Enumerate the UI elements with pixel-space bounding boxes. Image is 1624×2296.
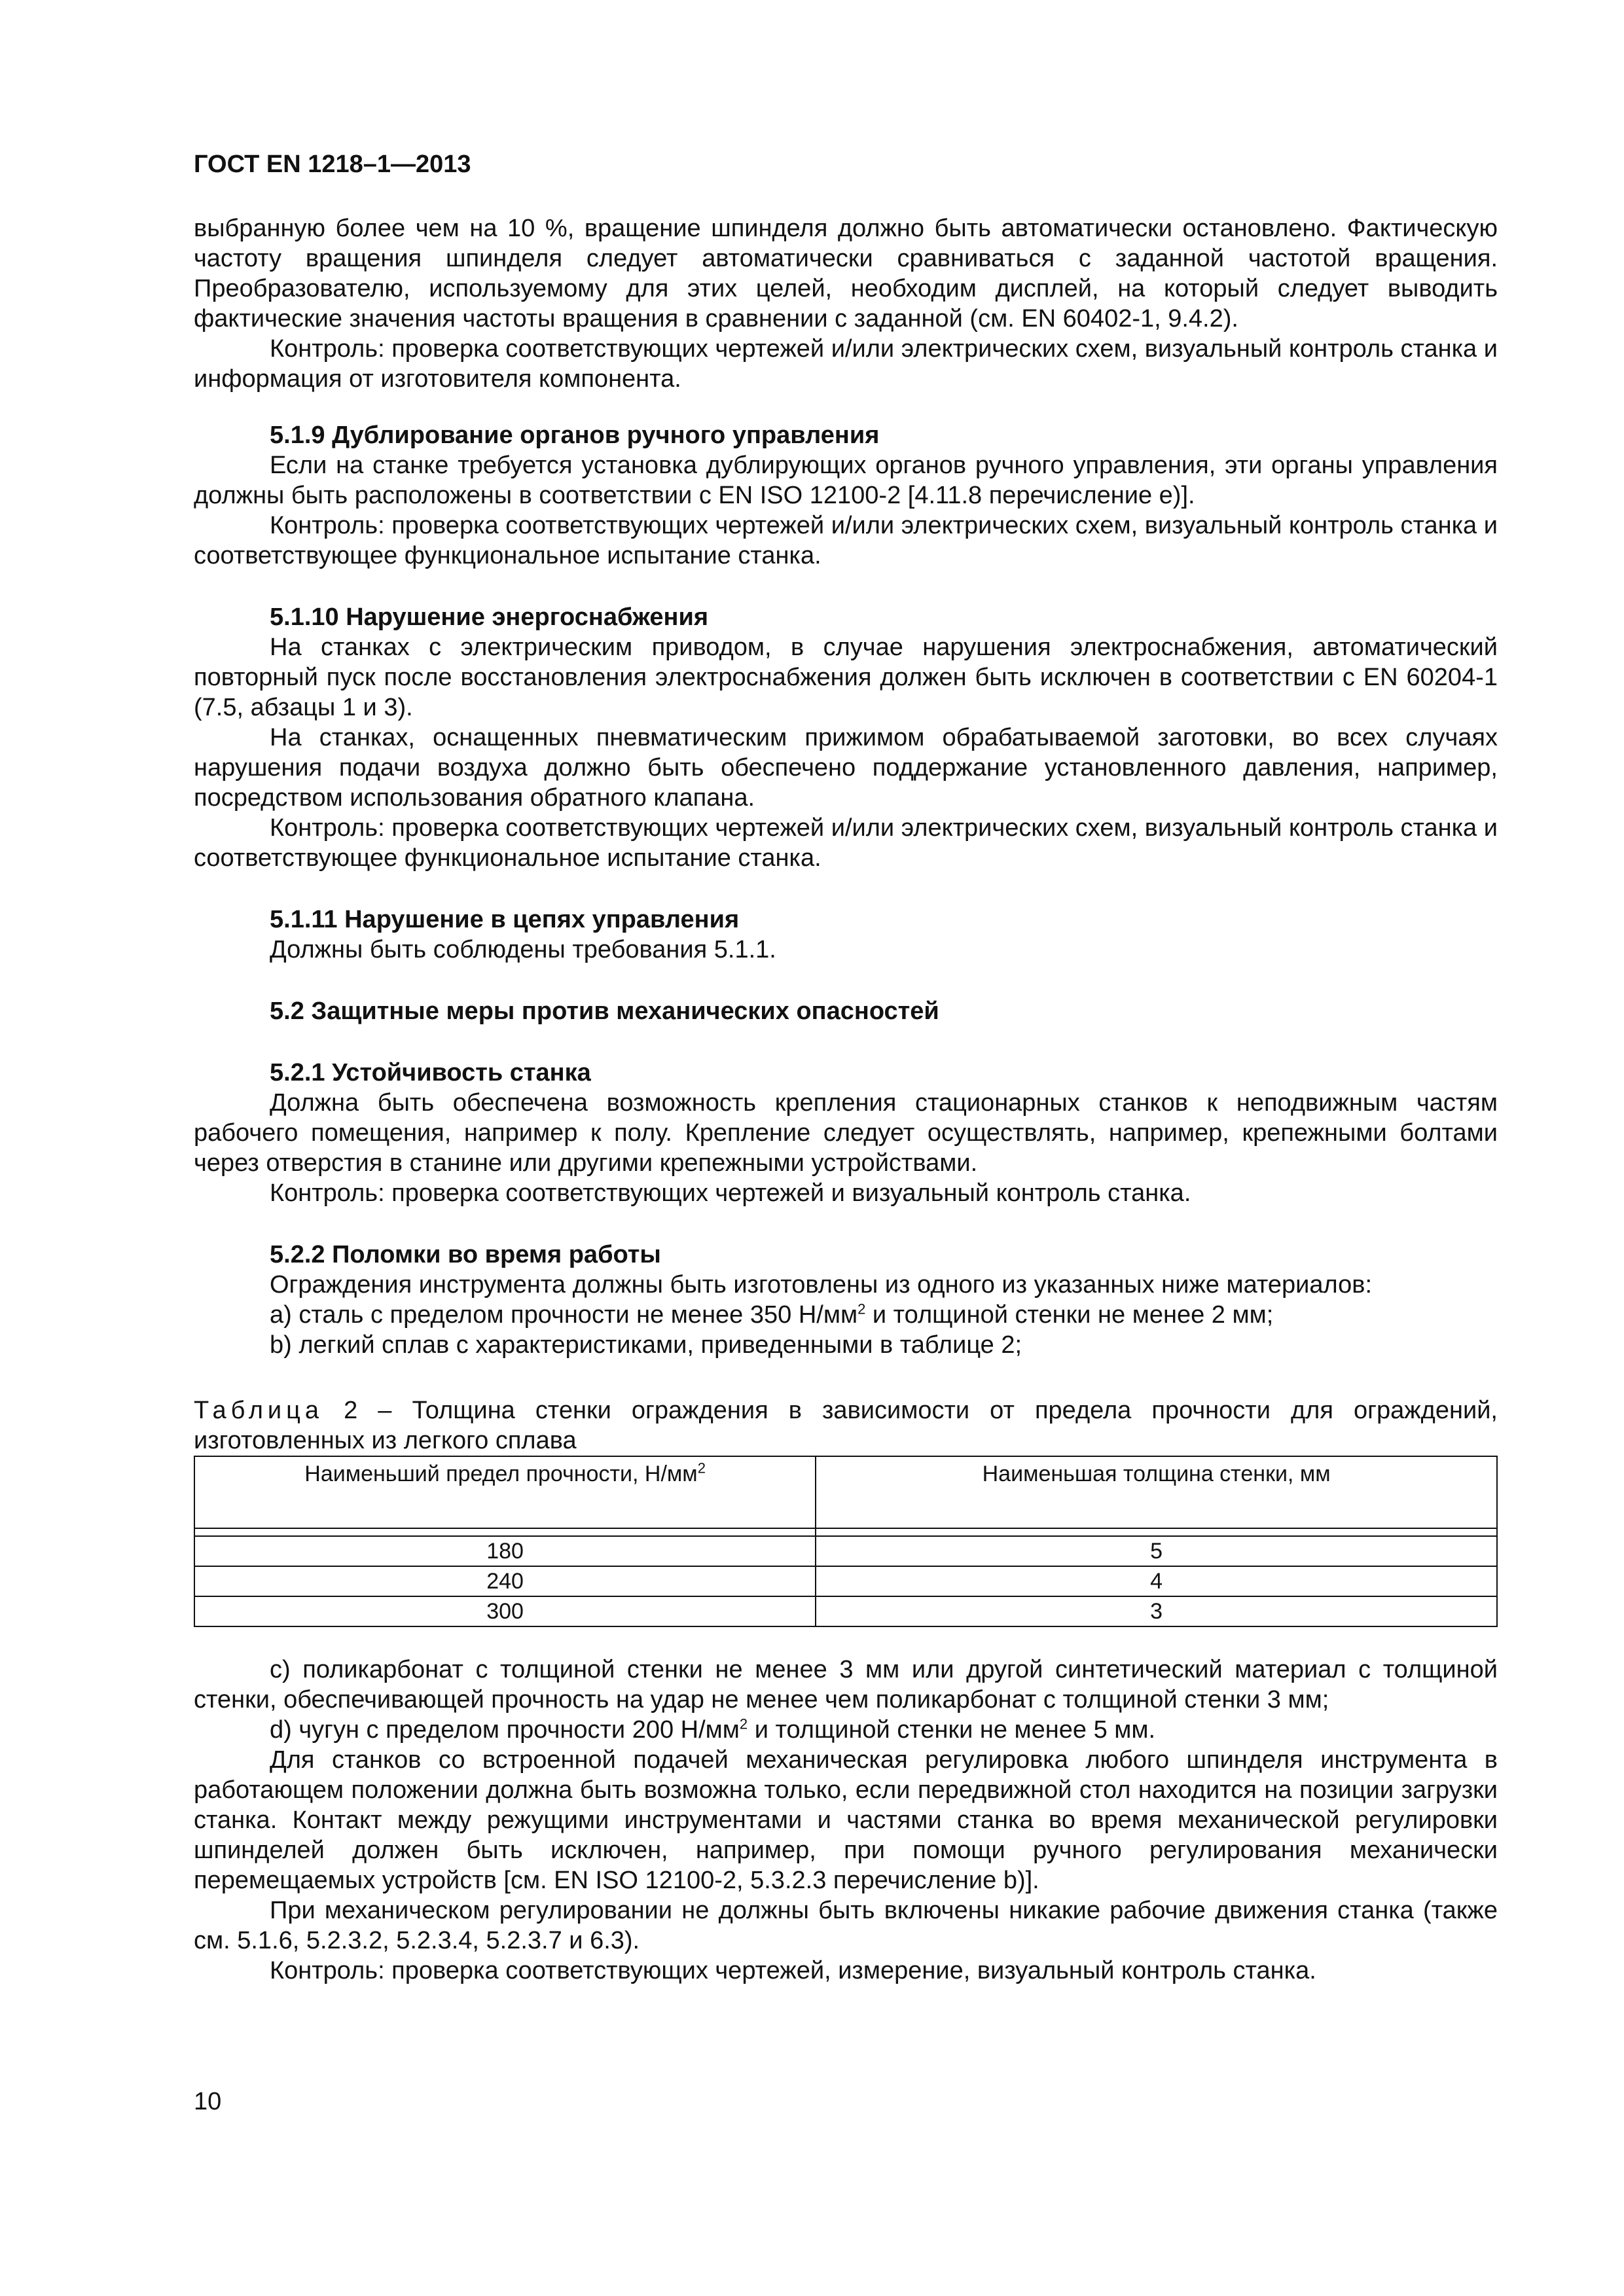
table-header-row <box>194 1456 1497 1528</box>
table-row <box>194 1596 1497 1626</box>
adjustment-paragraph: Для станков со встроенной подачей механическая регулировка любого шпинделя инструмента в работающем положении должна быть возможна только, если передвижной стол находится на позиции загрузки станка. Контакт между режущими инструментами и частями станка во время механической регулировки шпинделей должен быть исключен, например, при помощи ручного регулирования механически перемещаемых устройств [см. EN ISO 12100-2, 5.3.2.3 перечисление b)]. <box>194 1746 1498 1894</box>
list-item-a <box>194 1300 1498 1330</box>
section-5-2-2-paragraph: Ограждения инструмента должны быть изготовлены из одного из указанных ниже материалов: <box>270 1271 1373 1299</box>
list-item-a-text-end: и толщиной стенки не менее 2 мм; <box>865 1301 1274 1329</box>
section-5-1-9-heading: 5.1.9 Дублирование органов ручного управления <box>270 422 880 449</box>
intro-paragraph: выбранную более чем на 10 %, вращение шпинделя должно быть автоматически остановлено. Фактическую частоту вращения шпинделя следует автоматически сравниваться с заданной частотой вращения. Преобразователю, используемому для этих целей, необходим дисплей, на который следует выводить фактические значения частоты вращения в сравнении с заданной (см. EN 60402-1, 9.4.2). <box>194 215 1498 332</box>
list-item-c: с) поликарбонат с толщиной стенки не менее 3 мм или другой синтетический материал с толщиной стенки, обеспечивающей прочность на удар не менее чем поликарбонат с толщиной стенки 3 мм; <box>194 1656 1498 1713</box>
section-5-1-10-control: Контроль: проверка соответствующих чертежей и/или электрических схем, визуальный контроль станка и соответствующее функциональное испытание станка. <box>194 814 1498 872</box>
table-caption-label: Таблица <box>194 1397 323 1424</box>
list-item-a-text: а) сталь с пределом прочности не менее 350 Н/мм <box>270 1301 858 1329</box>
superscript: 2 <box>697 1460 706 1477</box>
section-5-1-11-paragraph: Должны быть соблюдены требования 5.1.1. <box>270 936 776 963</box>
list-item-d-text-end: и толщиной стенки не менее 5 мм. <box>748 1716 1156 1744</box>
section-5-2-heading: 5.2 Защитные меры против механических опасностей <box>270 997 939 1025</box>
document-header: ГОСТ EN 1218–1—2013 <box>194 151 471 178</box>
list-item-d-text: d) чугун с пределом прочности 200 Н/мм <box>270 1716 740 1744</box>
section-5-2-1-heading: 5.2.1 Устойчивость станка <box>270 1059 591 1086</box>
table-header-thickness: Наименьшая толщина стенки, мм <box>816 1456 1497 1528</box>
list-item-b: b) легкий сплав с характеристиками, приведенными в таблице 2; <box>270 1331 1022 1359</box>
page-content <box>194 149 1498 1986</box>
section-5-2-1-paragraph: Должна быть обеспечена возможность крепления стационарных станков к неподвижным частям рабочего помещения, например к полу. Крепление следует осуществлять, например, крепежными болтами через отверстия в станине или другими крепежными устройствами. <box>194 1089 1498 1177</box>
table-caption <box>194 1395 1498 1456</box>
thickness-table <box>194 1456 1498 1627</box>
section-5-1-10-paragraph: На станках, оснащенных пневматическим прижимом обрабатываемой заготовки, во всех случаях нарушения подачи воздуха должно быть обеспечено поддержание установленного давления, например, посредством использования обратного клапана. <box>194 724 1498 812</box>
table-row <box>194 1536 1497 1566</box>
table-caption-text: 2 – Толщина стенки ограждения в зависимости от предела прочности для ограждений, изготовленных из легкого сплава <box>194 1397 1498 1454</box>
superscript: 2 <box>857 1300 866 1318</box>
section-5-1-11-heading: 5.1.11 Нарушение в цепях управления <box>270 906 740 933</box>
intro-control-paragraph: Контроль: проверка соответствующих чертежей и/или электрических схем, визуальный контроль станка и информация от изготовителя компонента. <box>194 335 1498 393</box>
section-5-2-2-heading: 5.2.2 Поломки во время работы <box>270 1241 661 1268</box>
table-cell-strength: 240 <box>194 1566 816 1596</box>
list-item-d <box>194 1715 1498 1745</box>
table-cell-thickness: 5 <box>816 1536 1497 1566</box>
table-cell-strength: 300 <box>194 1596 816 1626</box>
table-spacer-row <box>194 1528 1497 1536</box>
table-cell-strength: 180 <box>194 1536 816 1566</box>
page-number: 10 <box>194 2088 222 2115</box>
table-cell-thickness: 3 <box>816 1596 1497 1626</box>
table-row <box>194 1566 1497 1596</box>
final-control-paragraph: Контроль: проверка соответствующих чертежей, измерение, визуальный контроль станка. <box>270 1957 1316 1984</box>
table-header-strength-text: Наименьший предел прочности, Н/мм <box>304 1462 698 1486</box>
section-5-1-10-paragraph: На станках с электрическим приводом, в случае нарушения электроснабжения, автоматический повторный пуск после восстановления электроснабжения должен быть исключен в соответствии с EN 60204-1 (7.5, абзацы 1 и 3). <box>194 634 1498 721</box>
section-5-2-1-control: Контроль: проверка соответствующих чертежей и визуальный контроль станка. <box>270 1179 1191 1207</box>
section-5-1-10-heading: 5.1.10 Нарушение энергоснабжения <box>270 603 709 631</box>
table-header-strength <box>194 1456 816 1528</box>
section-5-1-9-paragraph: Если на станке требуется установка дублирующих органов ручного управления, эти органы управления должны быть расположены в соответствии с EN ISO 12100-2 [4.11.8 перечисление е)]. <box>194 452 1498 509</box>
superscript: 2 <box>739 1715 748 1732</box>
table-cell-thickness: 4 <box>816 1566 1497 1596</box>
section-5-1-9-control: Контроль: проверка соответствующих чертежей и/или электрических схем, визуальный контроль станка и соответствующее функциональное испытание станка. <box>194 512 1498 569</box>
adjustment-paragraph: При механическом регулировании не должны быть включены никакие рабочие движения станка (также см. 5.1.6, 5.2.3.2, 5.2.3.4, 5.2.3.7 и 6.3). <box>194 1897 1498 1954</box>
